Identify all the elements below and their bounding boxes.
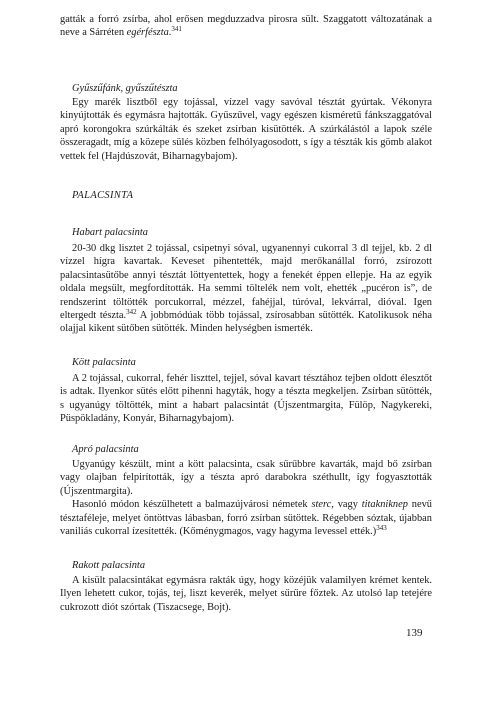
section-title-kott: Kött palacsinta: [72, 357, 136, 368]
footnote-ref-342: 342: [126, 308, 137, 317]
gyuszufank-text: Egy marék lisztből egy tojással, vízzel vagy savóval tésztát gyúrtak. Vékonyra kinyújtották és egymásra hajtották. Gyűszűvel, vagy egészen kisméretű fánkszaggatóval apró korongokra szúrkálták és szeket zsírban kisütötték. A szúrkálástól a lapok széle összeragadt, míg a közepe sülés közben felhólyagosodott, s így a tészták kis gömb alakot vettek fel (Hajdúszovát, Biharnagybajom).: [60, 97, 432, 162]
apro-text-1: Ugyanúgy készült, mint a kött palacsinta, csak sűrűbbre kavarták, majd bő zsírban vagy olajban felpirították, így a tészta apró darabokra széthullt, így fogyasztották (Újszentmargita).: [60, 459, 432, 497]
apro-term-titakniknep: titakniknep: [361, 499, 408, 511]
apro-text-2: Hasonló módon készülhetett a balmazújvárosi németek: [72, 499, 312, 511]
apro-text-2c: nevű tésztaféleje, melyet öntöttvas lábasban, forró zsírban sütöttek. Régebben sóztak, újabban vaniliás cukorral ízesítették. (Kőménygmagos, vagy hagyma levessel ették.): [60, 499, 432, 538]
intro-text-end: .: [168, 27, 172, 39]
kott-paragraph: [60, 372, 432, 426]
apro-text-2b: , vagy: [331, 499, 362, 511]
apro-term-sterc: sterc: [311, 499, 332, 511]
page-number: 139: [406, 627, 423, 639]
gyuszufank-paragraph: [60, 96, 432, 163]
section-title-apro: Apró palacsinta: [72, 444, 139, 455]
section-title-rakott: Rakott palacsinta: [72, 560, 146, 571]
chapter-heading-palacsinta: PALACSINTA: [72, 190, 134, 201]
intro-text: gatták a forró zsírba, ahol erősen megduzzadva pirosra sült. Szaggatott változatának a neve a Sárréten: [60, 14, 432, 39]
habart-text-cont: A jobbmódúak több tojással, zsírosabban sütötték. Katolikusok néha olajjal kikent sütőben sütötték. Minden helységben ismerték.: [60, 310, 432, 335]
rakott-paragraph: [60, 574, 432, 614]
kott-text: A 2 tojással, cukorral, fehér liszttel, tejjel, sóval kavart tésztához tejben oldott élesztőt is adtak. Ilyenkor sütés előtt pihenni hagyták, hogy a tészta megkeljen. Zsírban sütötték, s ugyanúgy töltötték, mint a habart palacsintát (Újszentmargita, Fülöp, Nagykereki, Püspökladány, Konyár, Biharnagybajom).: [60, 373, 432, 425]
footnote-ref-343: 343: [376, 524, 387, 533]
habart-text: 20-30 dkg lisztet 2 tojással, csipetnyi sóval, ugyanennyi cukorral 3 dl tejjel, kb. 2 dl vízzel hígra kavartak. Keveset pihentették, majd merőkanállal forró, zsírozott palacsintasütőbe annyi tésztát löttyentettek, hogy a fenekét éppen ellepje. Ha az egyik oldala megsült, megfordították. Ha semmi töltelék nem volt, ehették „pucéron is”, de rendszerint töltötték porcukorral, mézzel, fahéjjal, túróval, lekvárral, dióval. Igen eltergedt tészta.: [60, 243, 432, 322]
rakott-text: A kisült palacsintákat egymásra rakták úgy, hogy közéjük valamilyen krémet kentek. Ilyen lehetett cukor, tojás, tej, liszt keverék, melyet sűrűre főztek. Az utolsó lap tetejére cukrozott diót szórtak (Tiszacsege, Bojt).: [60, 575, 432, 613]
footnote-ref-341: 341: [171, 25, 182, 34]
apro-paragraphs: [60, 458, 432, 538]
section-title-gyuszufank: Gyűszűfánk, gyűszűtészta: [72, 83, 178, 94]
habart-paragraph: [60, 242, 432, 336]
intro-term-egerfeszta: egérfészta: [126, 27, 169, 39]
intro-paragraph: [60, 13, 432, 40]
section-title-habart: Habart palacsinta: [72, 227, 148, 238]
